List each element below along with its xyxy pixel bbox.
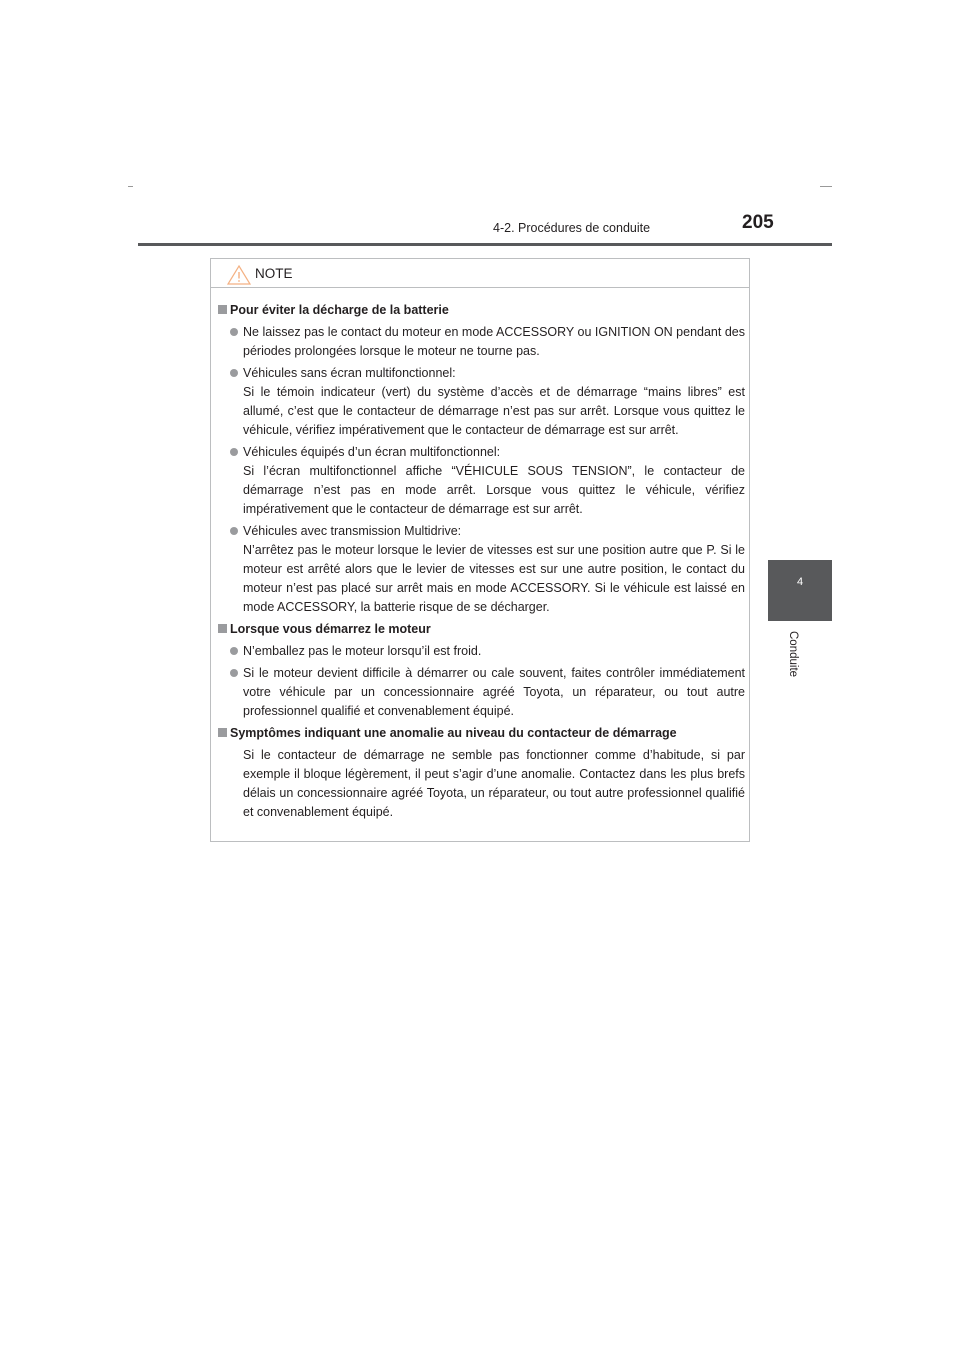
square-bullet-icon bbox=[218, 728, 227, 737]
chapter-tab bbox=[768, 560, 832, 621]
list-item bbox=[218, 522, 745, 617]
note-header bbox=[211, 259, 749, 288]
running-header-section: 4-2. Procédures de conduite bbox=[493, 221, 651, 235]
section-heading-text: Lorsque vous démarrez le moteur bbox=[230, 622, 431, 636]
list-item bbox=[218, 642, 745, 661]
item-text: Ne laissez pas le contact du moteur en mode ACCESSORY ou IGNITION ON pendant des périodes prolongées lorsque le moteur ne tourne pas. bbox=[243, 325, 745, 358]
chapter-label: Conduite bbox=[787, 631, 799, 678]
item-lead: Véhicules avec transmission Multidrive: bbox=[243, 524, 462, 538]
round-bullet-icon bbox=[230, 647, 238, 655]
note-box bbox=[210, 258, 750, 842]
item-lead: Véhicules sans écran multifonctionnel: bbox=[243, 366, 456, 380]
list-item bbox=[218, 443, 745, 519]
header-rule bbox=[138, 243, 832, 246]
section-heading-text: Pour éviter la décharge de la batterie bbox=[230, 303, 449, 317]
square-bullet-icon bbox=[218, 624, 227, 633]
round-bullet-icon bbox=[230, 328, 238, 336]
crop-mark-right bbox=[820, 186, 832, 187]
item-text: Si le moteur devient difficile à démarrer ou cale souvent, faites contrôler immédiatement votre véhicule par un concessionnaire agréé Toyota, un réparateur, ou tout autre professionnel qualifié et convenablement équipé. bbox=[243, 666, 745, 718]
section-heading-text: Symptômes indiquant une anomalie au niveau du contacteur de démarrage bbox=[230, 726, 677, 740]
item-lead: Véhicules équipés d’un écran multifonctionnel: bbox=[243, 445, 501, 459]
note-body bbox=[218, 301, 745, 822]
round-bullet-icon bbox=[230, 669, 238, 677]
round-bullet-icon bbox=[230, 369, 238, 377]
section-heading-starting bbox=[218, 620, 745, 639]
list-item bbox=[218, 323, 745, 361]
chapter-label-container bbox=[769, 631, 829, 693]
item-text: Si l’écran multifonctionnel affiche “VÉHICULE SOUS TENSION”, le contacteur de démarrage n’est pas en mode arrêt. Lorsque vous quittez le véhicule, vérifiez impérativement que le contacteur de démarrage est sur arrêt. bbox=[243, 464, 745, 516]
section-heading-battery bbox=[218, 301, 745, 320]
square-bullet-icon bbox=[218, 305, 227, 314]
page-number: 205 bbox=[742, 212, 774, 233]
list-item bbox=[218, 664, 745, 721]
paragraph-text: Si le contacteur de démarrage ne semble pas fonctionner comme d’habitude, si par exemple il bloque légèrement, il peut s’agir d’une anomalie. Contactez dans les plus brefs délais un concessionnaire agréé Toyota, un réparateur, ou tout autre professionnel qualifié et convenablement équipé. bbox=[243, 748, 745, 819]
chapter-number: 4 bbox=[796, 576, 804, 588]
section-heading-symptoms bbox=[218, 724, 745, 743]
note-title: NOTE bbox=[255, 266, 293, 281]
warning-triangle-icon bbox=[227, 265, 251, 285]
list-item bbox=[218, 364, 745, 440]
round-bullet-icon bbox=[230, 448, 238, 456]
item-text: N’emballez pas le moteur lorsqu’il est froid. bbox=[243, 644, 482, 658]
item-text: Si le témoin indicateur (vert) du système d’accès et de démarrage “mains libres” est allumé, c’est que le contacteur de démarrage n’est pas sur arrêt. Lorsque vous quittez le véhicule, vérifiez impérativement que le contacteur de démarrage est sur arrêt. bbox=[243, 385, 745, 437]
round-bullet-icon bbox=[230, 527, 238, 535]
item-text: N’arrêtez pas le moteur lorsque le levier de vitesses est sur une position autre que P. Si le moteur est arrêté alors que le levier de vitesses est sur une autre position, le contact du moteur n’est pas placé sur arrêt mais en mode ACCESSORY. Si le véhicule est laissé en mode ACCESSORY, la batterie risque de se décharger. bbox=[243, 543, 745, 614]
section-paragraph bbox=[218, 746, 745, 822]
crop-mark-left bbox=[128, 186, 133, 187]
